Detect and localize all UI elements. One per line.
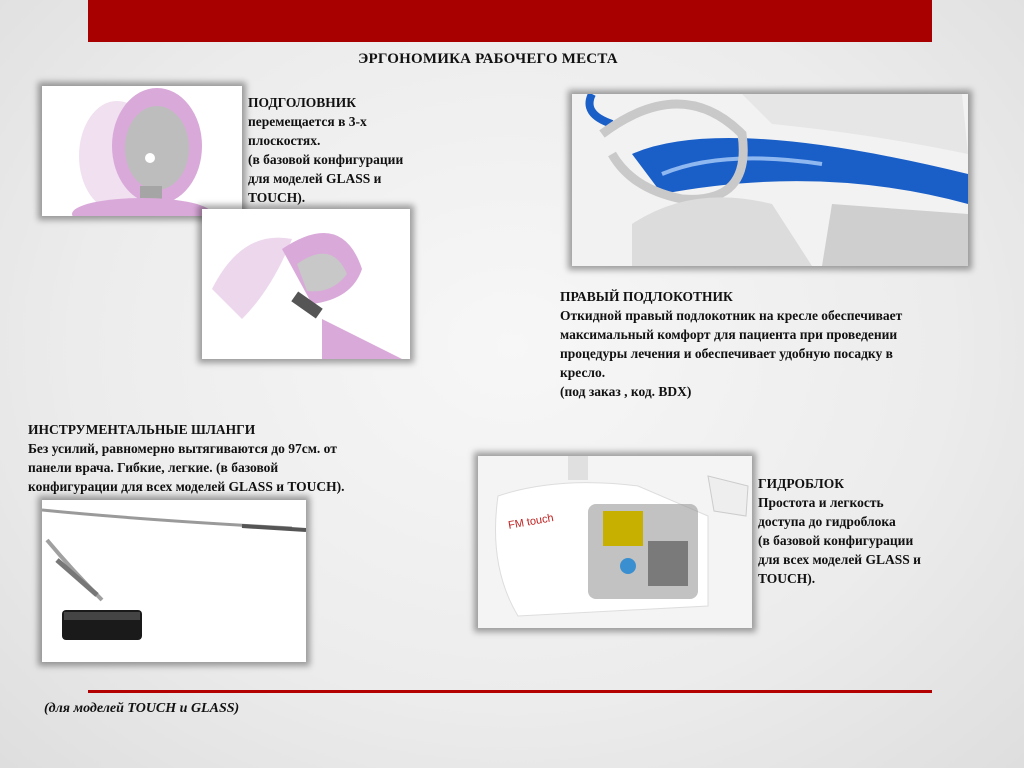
- hoses-heading: ИНСТРУМЕНТАЛЬНЫЕ ШЛАНГИ: [28, 422, 256, 437]
- hydroblock-photo: [478, 456, 752, 628]
- headrest-heading: ПОДГОЛОВНИК: [248, 95, 357, 110]
- hydroblock-brand-label: FM touch: [507, 512, 555, 532]
- hoses-line: Без усилий, равномерно вытягиваются до 97см. от: [28, 441, 337, 456]
- hydroblock-text: [758, 474, 988, 588]
- footer-note: (для моделей TOUCH и GLASS): [44, 701, 240, 716]
- armrest-line: (под заказ , код. BDX): [560, 384, 692, 399]
- headrest-photo-front: [42, 86, 242, 216]
- headrest-front-illustration: [42, 86, 242, 216]
- hydroblock-line: для всех моделей GLASS и: [758, 552, 921, 567]
- headrest-line: плоскостях.: [248, 133, 321, 148]
- hoses-text: [28, 420, 468, 496]
- page-title: ЭРГОНОМИКА РАБОЧЕГО МЕСТА: [358, 51, 618, 67]
- bottom-divider: [88, 690, 932, 693]
- armrest-line: кресло.: [560, 365, 606, 380]
- armrest-illustration: [572, 94, 968, 266]
- armrest-photo: [572, 94, 968, 266]
- armrest-text: [560, 287, 1020, 401]
- headrest-line: для моделей GLASS и: [248, 171, 382, 186]
- hydroblock-line: доступа до гидроблока: [758, 514, 896, 529]
- headrest-side-illustration: [202, 209, 410, 359]
- headrest-line: перемещается в 3-х: [248, 114, 367, 129]
- hoses-line: панели врача. Гибкие, легкие. (в базовой: [28, 460, 279, 475]
- top-accent-bar: [88, 0, 932, 42]
- armrest-heading: ПРАВЫЙ ПОДЛОКОТНИК: [560, 289, 733, 304]
- headrest-line: (в базовой конфигурации: [248, 152, 404, 167]
- hydroblock-illustration: [478, 456, 752, 628]
- headrest-line: TOUCH).: [248, 190, 306, 205]
- armrest-line: Откидной правый подлокотник на кресле обеспечивает: [560, 308, 903, 323]
- hoses-photo: [42, 500, 306, 662]
- headrest-text: [248, 93, 458, 207]
- hydroblock-line: Простота и легкость: [758, 495, 884, 510]
- hydroblock-line: (в базовой конфигурации: [758, 533, 914, 548]
- armrest-line: процедуры лечения и обеспечивает удобную посадку в: [560, 346, 893, 361]
- headrest-photo-side: [202, 209, 410, 359]
- hydroblock-line: TOUCH).: [758, 571, 816, 586]
- hoses-illustration: [42, 500, 306, 662]
- hoses-line: конфигурации для всех моделей GLASS и TOUCH).: [28, 479, 345, 494]
- armrest-line: максимальный комфорт для пациента при проведении: [560, 327, 898, 342]
- hydroblock-heading: ГИДРОБЛОК: [758, 476, 844, 491]
